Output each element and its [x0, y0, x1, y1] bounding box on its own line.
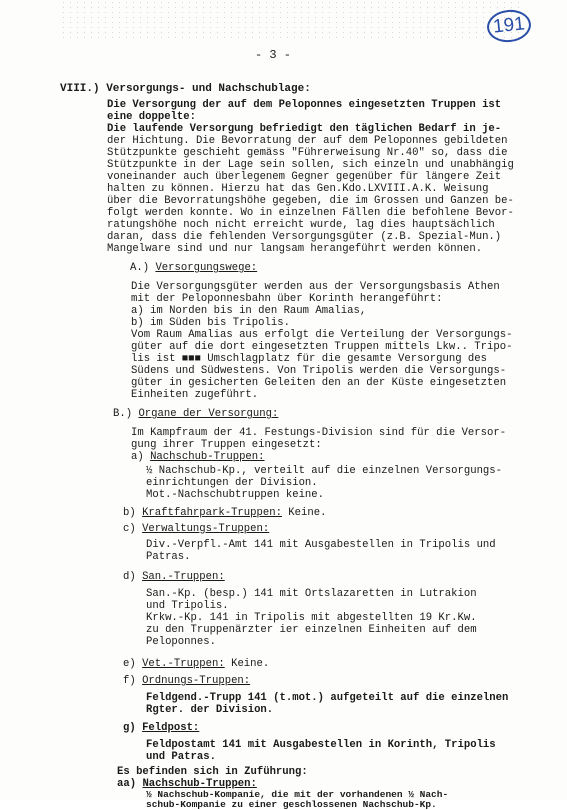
- zufuehrung-intro: Es befinden sich in Zuführung:: [117, 766, 308, 778]
- zufuehrung-aa-line: ½ Nachschub-Kompanie, die mit der vorhandenen ½ Nach-: [146, 789, 449, 800]
- intro-line: daran, dass die fehlenden Versorgungsgüter (z.B. Spezial-Mun.): [107, 231, 502, 243]
- zufuehrung-aa-line: schub-Kompanie zu einer geschlossenen Nachschub-Kp.: [146, 799, 437, 810]
- item-d-heading: d) San.-Truppen:: [123, 571, 225, 583]
- section-heading: VIII.) Versorgungs- und Nachschublage:: [60, 83, 311, 95]
- item-d-line: und Tripolis.: [146, 600, 229, 612]
- folio-stamp: 191: [485, 8, 532, 44]
- item-d-line: Peloponnes.: [146, 636, 216, 648]
- intro-line: eine doppelte:: [107, 111, 197, 123]
- intro-line: halten zu können. Hierzu hat das Gen.Kdo.LXVIII.A.K. Weisung: [107, 183, 489, 195]
- subsection-a-line: mit der Peloponnesbahn über Korinth herangeführt:: [131, 293, 443, 305]
- item-f-line: Rgter. der Division.: [146, 704, 274, 716]
- subsection-a-line: Südens und Südwestens. Von Tripolis werden die Versorgungs-: [131, 365, 507, 377]
- subsection-b-heading: B.) Organe der Versorgung:: [113, 408, 279, 420]
- zufuehrung-aa-heading: aa) Nachschub-Truppen:: [117, 778, 257, 790]
- item-c-heading: c) Verwaltungs-Truppen:: [123, 523, 270, 535]
- item-g-line: und Patras.: [146, 751, 216, 763]
- item-f-line: Feldgend.-Trupp 141 (t.mot.) aufgeteilt auf die einzelnen: [146, 692, 509, 704]
- subsection-b-line: Im Kampfraum der 41. Festungs-Division sind für die Versor-: [131, 427, 507, 439]
- item-a-line: einrichtungen der Division.: [146, 477, 318, 489]
- item-b-heading: b) Kraftfahrpark-Truppen: Keine.: [123, 507, 327, 519]
- item-a-line: Mot.-Nachschubtruppen keine.: [146, 489, 325, 501]
- item-e-heading: e) Vet.-Truppen: Keine.: [123, 658, 270, 670]
- page-number: - 3 -: [255, 48, 292, 62]
- subsection-a-heading: A.) Versorgungswege:: [130, 262, 258, 274]
- item-g-line: Feldpostamt 141 mit Ausgabestellen in Korinth, Tripolis: [146, 739, 496, 751]
- item-f-heading: f) Ordnungs-Truppen:: [123, 675, 251, 687]
- subsection-a-line: a) im Norden bis in den Raum Amalias,: [131, 305, 367, 317]
- intro-line: Die laufende Versorgung befriedigt den täglichen Bedarf in je-: [107, 123, 502, 135]
- intro-line: voneinander auch überlegenem Gegner gegenüber für längere Zeit: [107, 171, 502, 183]
- item-a-line: ½ Nachschub-Kp., verteilt auf die einzelnen Versorgungs-: [146, 465, 503, 477]
- intro-line: Stützpunkte geschieht gemäss "Führerweisung Nr.40" so, dass die: [107, 147, 508, 159]
- intro-line: Mangelware sind und nur langsam herangeführt werden können.: [107, 243, 483, 255]
- subsection-a-line: güter in gesicherten Geleiten den an der Küste eingesetzten: [131, 377, 507, 389]
- item-c-line: Patras.: [146, 551, 191, 563]
- item-a-heading: a) Nachschub-Truppen:: [131, 451, 265, 463]
- subsection-a-line: Vom Raum Amalias aus erfolgt die Verteilung der Versorgungs-: [131, 329, 513, 341]
- item-d-line: San.-Kp. (besp.) 141 mit Ortslazaretten in Lutrakion: [146, 588, 477, 600]
- intro-line: über die Bevorratungshöhe gegeben, die im Grossen und Ganzen be-: [107, 195, 514, 207]
- intro-line: ratungshöhe noch nicht erreicht wurde, lag dies hauptsächlich: [107, 219, 495, 231]
- subsection-b-line: gung ihrer Truppen eingesetzt:: [131, 439, 322, 451]
- intro-line: folgt werden konnte. Wo in einzelnen Fällen die befohlene Bevor-: [107, 207, 514, 219]
- intro-line: Stützpunkte in der Lage sein sollen, sich einzeln und unabhängig: [107, 159, 514, 171]
- item-g-heading: g) Feldpost:: [123, 722, 200, 734]
- subsection-a-line: Einheiten zugeführt.: [131, 389, 259, 401]
- subsection-a-line: güter auf die dort eingesetzten Truppen mittels Lkw.. Tripo-: [131, 341, 513, 353]
- intro-line: Die Versorgung der auf dem Peloponnes eingesetzten Truppen ist: [107, 99, 502, 111]
- intro-line: der Hichtung. Die Bevorratung der auf dem Peloponnes gebildeten: [107, 135, 508, 147]
- item-d-line: Krkw.-Kp. 141 in Tripolis mit abgestellten 19 Kr.Kw.: [146, 612, 477, 624]
- subsection-a-line: b) im Süden bis Tripolis.: [131, 317, 290, 329]
- subsection-a-line: lis ist ■■■ Umschlagplatz für die gesamte Versorgung des: [131, 353, 488, 365]
- item-c-line: Div.-Verpfl.-Amt 141 mit Ausgabestellen in Tripolis und: [146, 539, 496, 551]
- subsection-a-line: Die Versorgungsgüter werden aus der Versorgungsbasis Athen: [131, 281, 500, 293]
- item-d-line: zu den Truppenärzter ier einzelnen Einheiten auf dem: [146, 624, 477, 636]
- scan-noise: [60, 0, 520, 40]
